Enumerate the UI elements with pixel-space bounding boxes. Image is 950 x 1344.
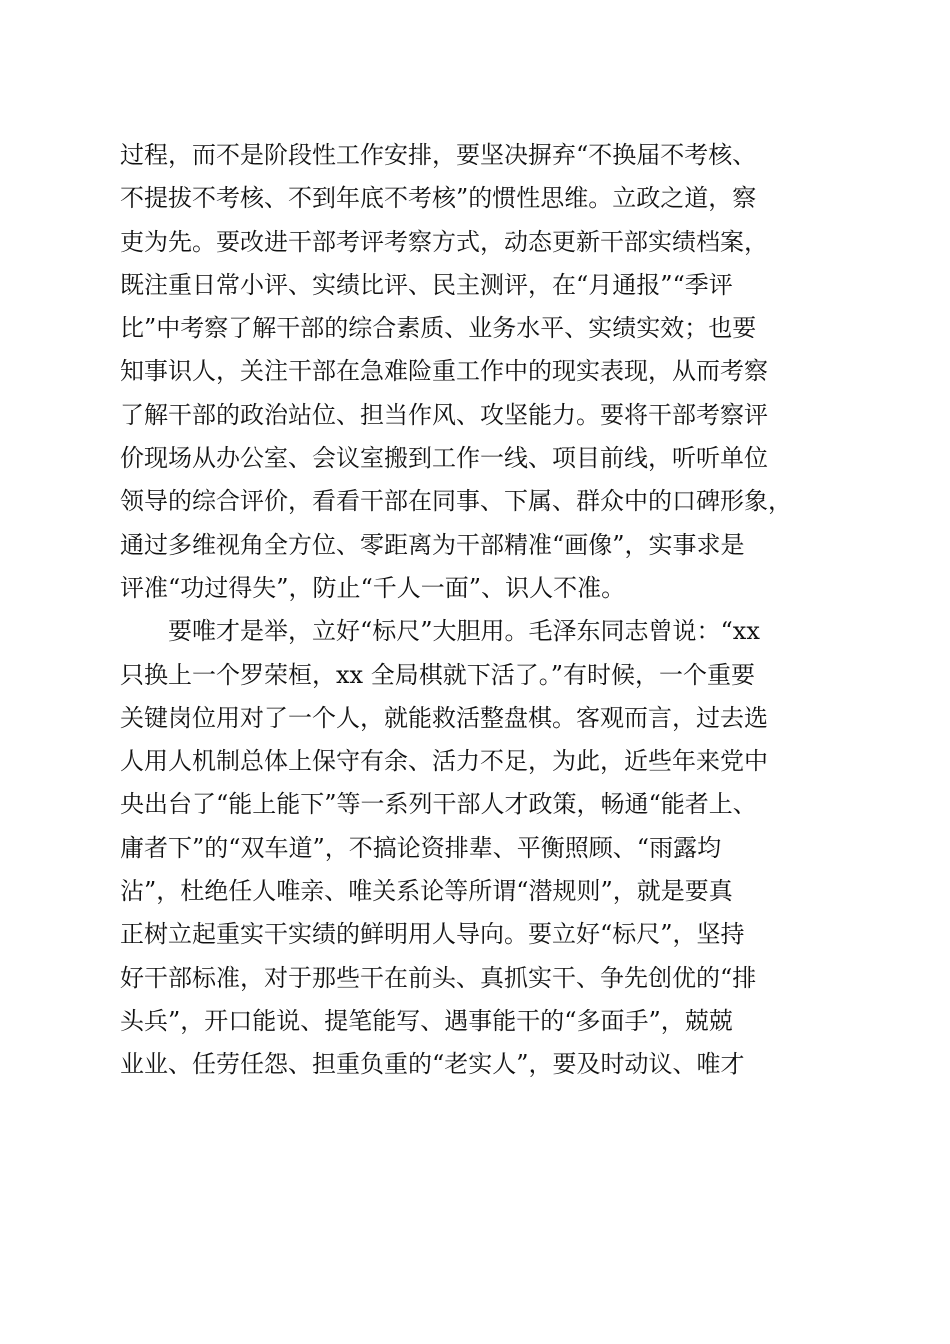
text-line: 正树立起重实干实绩的鲜明用人导向。要立好“标尺”，坚持: [120, 920, 745, 949]
text-line: 好干部标准，对于那些干在前头、真抓实干、争先创优的“排: [120, 963, 757, 992]
text-line: 了解干部的政治站位、担当作风、攻坚能力。要将干部考察评: [120, 400, 768, 429]
text-line: 既注重日常小评、实绩比评、民主测评，在“月通报”“季评: [120, 270, 733, 299]
text-line: 吏为先。要改进干部考评考察方式，动态更新干部实绩档案，: [120, 227, 768, 256]
text-line: 通过多维视角全方位、零距离为干部精准“画像”，实事求是: [120, 530, 745, 559]
text-line: 评准“功过得失”，防止“千人一面”、识人不准。: [120, 573, 626, 602]
body-text: [120, 134, 840, 1087]
text-line: 头兵”，开口能说、提笔能写、遇事能干的“多面手”，兢兢: [120, 1006, 733, 1035]
text-line: 只换上一个罗荣桓，xx 全局棋就下活了。”有时候，一个重要: [120, 660, 755, 689]
text-line: 关键岗位用对了一个人，就能救活整盘棋。客观而言，过去选: [120, 703, 768, 732]
text-line: 不提拔不考核、不到年底不考核”的惯性思维。立政之道，察: [120, 184, 757, 213]
text-line: 价现场从办公室、会议室搬到工作一线、项目前线，听听单位: [120, 444, 768, 473]
paragraph-start-line: 要唯才是举，立好“标尺”大胆用。毛泽东同志曾说：“xx: [120, 617, 760, 646]
text-line: 沾”，杜绝任人唯亲、唯关系论等所谓“潜规则”，就是要真: [120, 877, 733, 906]
text-line: 人用人机制总体上保守有余、活力不足，为此，近些年来党中: [120, 747, 768, 776]
text-line: 领导的综合评价，看看干部在同事、下属、群众中的口碑形象，: [120, 487, 792, 516]
text-line: 业业、任劳任怨、担重负重的“老实人”，要及时动议、唯才: [120, 1050, 745, 1079]
text-line: 比”中考察了解干部的综合素质、业务水平、实绩实效；也要: [120, 314, 757, 343]
text-line: 庸者下”的“双车道”，不搞论资排辈、平衡照顾、“雨露均: [120, 833, 722, 862]
text-line: 过程，而不是阶段性工作安排，要坚决摒弃“不换届不考核、: [120, 141, 757, 169]
text-line: 央出台了“能上能下”等一系列干部人才政策，畅通“能者上、: [120, 790, 757, 819]
text-line: 知事识人，关注干部在急难险重工作中的现实表现，从而考察: [120, 357, 768, 386]
